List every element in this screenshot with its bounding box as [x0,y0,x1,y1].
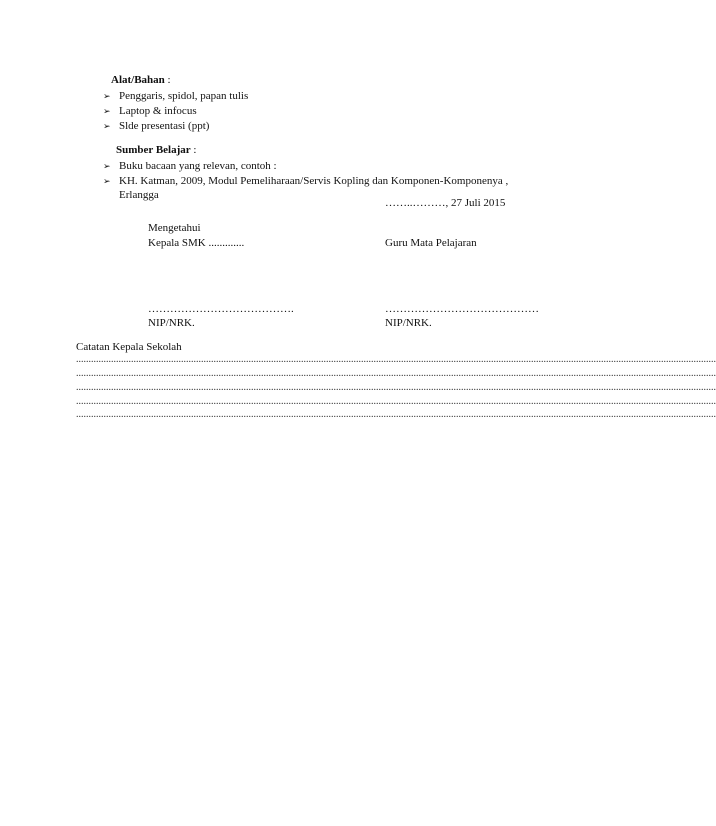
alat-bahan-item [103,89,248,105]
sumber-belajar-colon: : [190,144,197,156]
sumber-belajar-item-text: KH. Katman, 2009, Modul Pemeliharaan/Servis Kopling dan Komponen-Komponenya , [119,175,509,187]
sumber-belajar-item [103,159,277,175]
left-signature-dots: …………………………………. [148,303,294,315]
catatan-dotted-line: ................................................................................................................................................................................................................................................................ [76,368,716,379]
alat-bahan-item-text: Laptop & infocus [119,105,197,117]
alat-bahan-item [103,104,197,120]
arrow-bullet-icon: ➢ [103,162,111,172]
arrow-bullet-icon: ➢ [103,92,111,102]
alat-bahan-colon: : [164,74,171,86]
kepala-smk-label: Kepala SMK ............. [148,237,245,249]
sumber-belajar-heading [116,143,196,158]
right-nip-label: NIP/NRK. [385,317,432,329]
catatan-heading: Catatan Kepala Sekolah [76,341,182,353]
catatan-dotted-line: ................................................................................................................................................................................................................................................................ [76,409,716,420]
catatan-dotted-line: ................................................................................................................................................................................................................................................................ [76,396,716,407]
guru-mata-pelajaran-label: Guru Mata Pelajaran [385,237,477,249]
sumber-belajar-continuation: Erlangga [119,189,159,201]
right-signature-dots: …………………………………… [385,303,539,315]
catatan-dotted-line: ................................................................................................................................................................................................................................................................ [76,382,716,393]
alat-bahan-item [103,119,209,135]
sumber-belajar-item-text: Buku bacaan yang relevan, contoh : [119,160,277,172]
alat-bahan-heading [111,73,171,88]
arrow-bullet-icon: ➢ [103,107,111,117]
left-nip-label: NIP/NRK. [148,317,195,329]
date-line: ……..………, 27 Juli 2015 [385,197,506,209]
arrow-bullet-icon: ➢ [103,177,111,187]
sumber-belajar-title: Sumber Belajar [116,144,191,156]
alat-bahan-item-text: Slde presentasi (ppt) [119,120,210,132]
catatan-dotted-line: ................................................................................................................................................................................................................................................................ [76,354,716,365]
mengetahui-label: Mengetahui [148,222,201,234]
alat-bahan-item-text: Penggaris, spidol, papan tulis [119,90,249,102]
alat-bahan-title: Alat/Bahan [111,74,165,86]
sumber-belajar-item [103,174,508,190]
arrow-bullet-icon: ➢ [103,122,111,132]
